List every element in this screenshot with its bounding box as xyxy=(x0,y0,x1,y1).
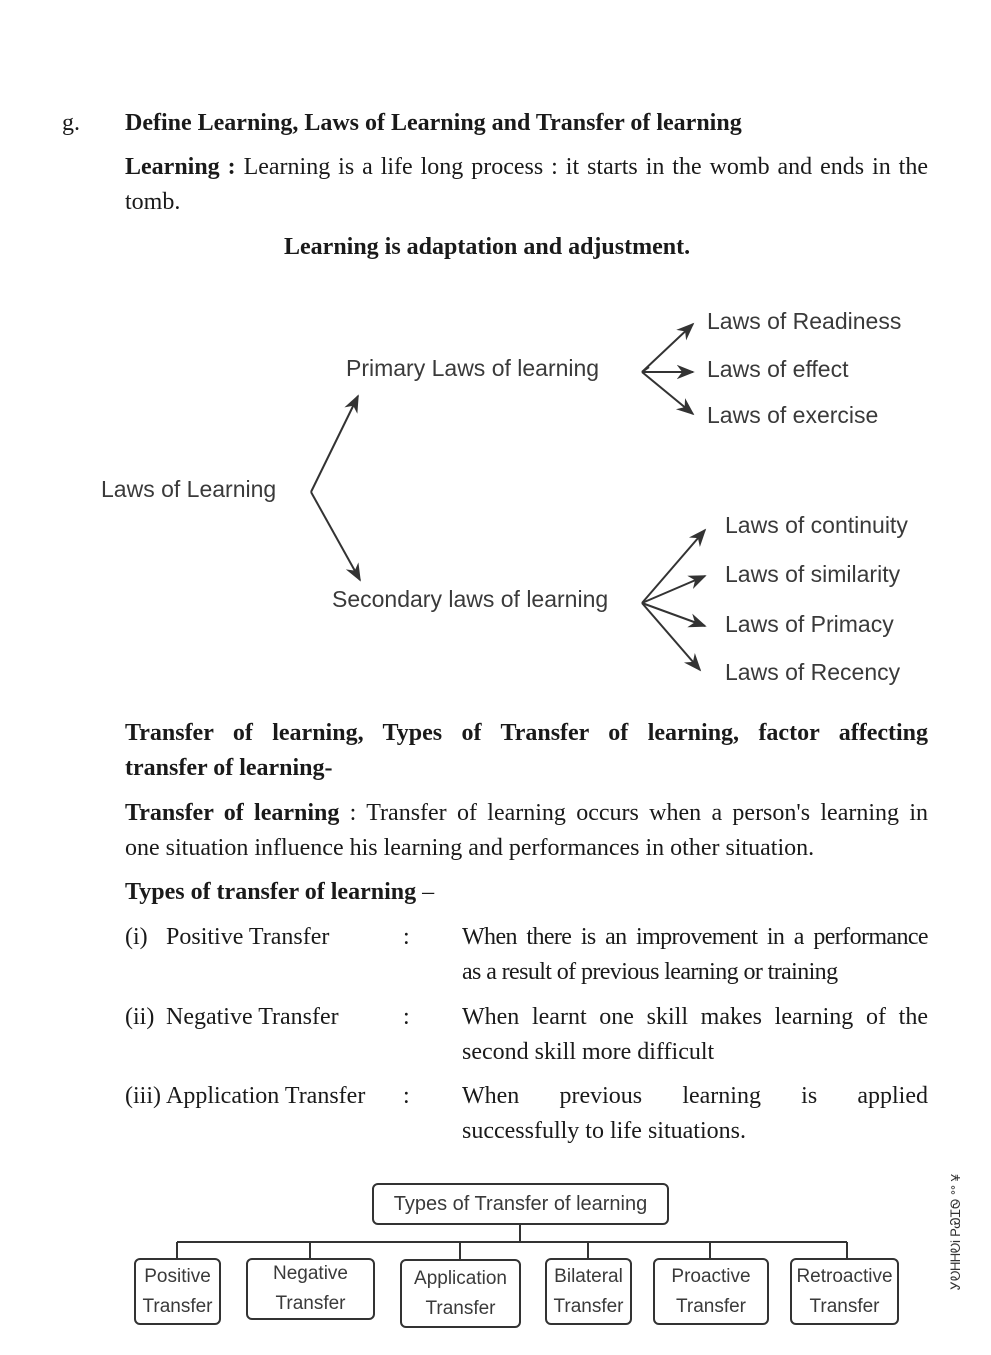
type-desc-line2: as a result of previous learning or training xyxy=(462,959,838,985)
type-desc xyxy=(462,1079,928,1149)
box-line2: Transfer xyxy=(553,1295,624,1317)
type-name: Application Transfer xyxy=(166,1083,366,1109)
primary-law-item: Laws of effect xyxy=(707,356,849,382)
transfer-type-box xyxy=(134,1258,221,1325)
type-num: (iii) xyxy=(125,1083,161,1109)
box-line2: Transfer xyxy=(675,1295,747,1317)
type-desc xyxy=(462,920,928,990)
transfer-heading-line2: transfer of learning- xyxy=(125,755,333,781)
types-heading xyxy=(125,875,434,910)
type-desc-line2: successfully to life situations. xyxy=(462,1118,746,1144)
primary-law-item: Laws of exercise xyxy=(707,402,879,428)
transfer-heading xyxy=(125,716,928,786)
laws-root-label: Laws of Learning xyxy=(101,476,277,502)
box-line2: Transfer xyxy=(809,1295,880,1317)
type-desc-line1: When there is an improvement in a performance xyxy=(462,924,928,950)
box-line1: Application xyxy=(414,1267,507,1289)
transfer-type-box xyxy=(400,1259,521,1328)
types-heading-text: Types of transfer of learning xyxy=(125,879,417,905)
section-heading: Define Learning, Laws of Learning and Transfer of learning xyxy=(125,110,742,136)
secondary-law-item: Laws of Recency xyxy=(725,659,901,685)
arrow-secondary-continuity xyxy=(642,530,705,603)
transfer-def-line2: one situation influence his learning and performances in other situation. xyxy=(125,835,815,861)
transfer-type-box xyxy=(653,1258,769,1325)
learning-definition xyxy=(125,150,928,220)
primary-law-item: Laws of Readiness xyxy=(707,308,902,334)
box-line2: Transfer xyxy=(425,1297,496,1319)
arrow-root-to-primary xyxy=(311,396,358,492)
side-margin-note: ᎩᎧᎻᎻᎧᎥ ᏢᏯᏆᏫ ᐤᐤ ¥ xyxy=(948,1174,963,1290)
type-separator: : xyxy=(403,1004,410,1030)
box-line1: Proactive xyxy=(671,1265,751,1287)
learning-text-line2: tomb. xyxy=(125,189,181,215)
type-desc xyxy=(462,1000,928,1070)
learning-emphasis: Learning is adaptation and adjustment. xyxy=(284,234,691,260)
type-separator: : xyxy=(403,924,410,950)
box-line1: Positive xyxy=(144,1265,211,1287)
transfer-type-box xyxy=(545,1258,632,1325)
transfer-def-line1: : Transfer of learning occurs when a person's learning in xyxy=(339,800,928,826)
arrow-root-to-secondary xyxy=(311,492,360,580)
types-heading-dash: – xyxy=(416,879,435,905)
learning-text-line1: Learning is a life long process : it starts in the womb and ends in the xyxy=(243,154,929,180)
box-line1: Negative xyxy=(273,1263,348,1284)
type-desc-line1: When previous learning is applied xyxy=(462,1083,928,1109)
primary-laws-label: Primary Laws of learning xyxy=(346,355,600,381)
arrow-secondary-similarity xyxy=(642,576,705,603)
box-line1: Bilateral xyxy=(554,1265,623,1287)
type-name: Negative Transfer xyxy=(166,1004,339,1030)
transfer-def-term: Transfer of learning xyxy=(125,800,340,826)
type-desc-line1: When learnt one skill makes learning of the xyxy=(462,1004,928,1030)
arrow-primary-exercise xyxy=(642,372,693,414)
types-chart-root xyxy=(372,1183,669,1225)
box-line2: Transfer xyxy=(275,1293,346,1314)
transfer-definition xyxy=(125,796,928,866)
secondary-law-item: Laws of Primacy xyxy=(725,611,894,637)
transfer-type-box xyxy=(790,1258,899,1325)
secondary-laws-label: Secondary laws of learning xyxy=(332,586,609,612)
box-line1: Retroactive xyxy=(796,1265,893,1287)
type-separator: : xyxy=(403,1083,410,1109)
arrow-primary-readiness xyxy=(642,324,693,372)
learning-term: Learning : xyxy=(125,154,236,180)
transfer-heading-line1: Transfer of learning, Types of Transfer of learning, factor affecting xyxy=(125,720,928,746)
type-desc-line2: second skill more difficult xyxy=(462,1039,715,1065)
section-marker: g. xyxy=(62,110,80,136)
secondary-law-item: Laws of continuity xyxy=(725,512,908,538)
type-num: (i) xyxy=(125,924,148,950)
transfer-type-box xyxy=(246,1258,375,1320)
box-line2: Transfer xyxy=(142,1295,213,1317)
types-chart-root-label: Types of Transfer of learning xyxy=(393,1193,648,1215)
type-num: (ii) xyxy=(125,1004,155,1030)
secondary-law-item: Laws of similarity xyxy=(725,561,901,587)
type-name: Positive Transfer xyxy=(166,924,330,950)
